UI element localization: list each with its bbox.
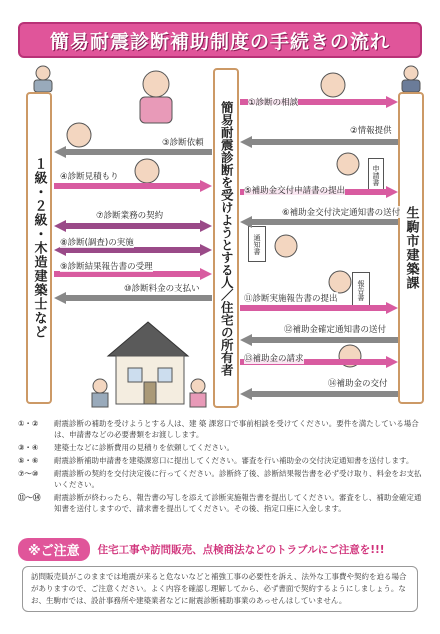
house-illustration xyxy=(88,316,208,408)
note-number: ⑤・⑥ xyxy=(18,456,39,465)
notice-document-icon: 通知書 xyxy=(248,226,266,262)
city-staff-face-icon xyxy=(272,232,300,260)
step-5-label: ⑤補助金交付申請書の提出 xyxy=(244,186,346,196)
step-8-label: ⑧診断(調査)の実施 xyxy=(60,238,134,248)
step-3-label: ③診断依頼 xyxy=(162,138,204,148)
note-number: ③・④ xyxy=(18,443,39,452)
note-text: 耐震診断が終わったら、報告書の写しを添えて診断実施報告書を提出してください。審査をし、補助金確定通知書を送付しますので、請求書を提出してください。その後、指定口座に入金します。 xyxy=(54,493,422,513)
city-staff-person-icon xyxy=(398,64,424,92)
arrow-step-14 xyxy=(240,388,398,400)
note-number: ⑦～⑩ xyxy=(18,469,39,478)
arrow-step-2 xyxy=(240,136,398,148)
notes-section xyxy=(18,418,422,516)
step-6-label: ⑥補助金交付決定通知書の送付 xyxy=(282,208,401,218)
caution-badge: ※ご注意 xyxy=(18,538,90,561)
note-text: 耐震診断の補助を受けようとする人は、建 築 課窓口で事前相談を受けてください。要件を満たしている場合は、申請書などの必要書類をお渡しします。 xyxy=(54,419,419,439)
step-4-label: ④診断見積もり xyxy=(60,172,119,182)
step-13-label: ⑬補助金の請求 xyxy=(244,354,304,364)
column-architect-label: １級・２級・木造建築士など xyxy=(31,157,47,339)
step-12-label: ⑫補助金確定通知書の送付 xyxy=(284,325,387,335)
column-owner xyxy=(213,68,239,408)
step-9-label: ⑨診断結果報告書の受理 xyxy=(60,262,153,272)
caution-headline: 住宅工事や訪問販売、点検商法などのトラブルにご注意を!!! xyxy=(97,543,385,556)
step-2-label: ②情報提供 xyxy=(350,126,392,136)
step-10-label: ⑩診断料金の支払い xyxy=(124,284,200,294)
owner-face-icon-3 xyxy=(334,150,362,178)
title-bar xyxy=(18,22,422,58)
note-number: ⑪～⑭ xyxy=(18,493,41,502)
architect-person-icon xyxy=(30,64,56,92)
arrow-step-7 xyxy=(54,220,212,232)
note-row xyxy=(18,492,422,514)
arrow-step-12 xyxy=(240,334,398,346)
note-text: 建築士などに診断費用の見積りを依頼してください。 xyxy=(54,443,234,452)
owner-person-icon xyxy=(130,68,182,124)
page-title: 簡易耐震診断補助制度の手続きの流れ xyxy=(49,30,390,53)
step-7-label: ⑦診断業務の契約 xyxy=(96,211,164,221)
step-11-label: ⑪診断実施報告書の提出 xyxy=(244,294,338,304)
column-owner-label: 簡易耐震診断を受けようとする人／住宅の所有者 xyxy=(219,100,235,376)
application-form-icon: 申請書 xyxy=(368,158,384,192)
report-document-icon: 報告書 xyxy=(352,272,370,308)
caution-header xyxy=(18,538,422,560)
step-14-label: ⑭補助金の交付 xyxy=(328,379,388,389)
step-1-label: ①診断の相談 xyxy=(248,98,299,108)
note-row xyxy=(18,468,422,490)
note-row xyxy=(18,418,422,440)
note-number: ①・② xyxy=(18,419,39,428)
column-architect xyxy=(26,92,52,404)
caution-body: 訪問販売員がこのままでは地震が来ると危ないなどと補強工事の必要性を訴え、法外な工事費や契約を迫る場合がありますので、ご注意ください。よく内容を確認し理解してから、必ず書面で契約するようにしましょう。なお、生駒市では、設計事務所や建築業者などに耐震診断補助事業のあっせんはしていません。 xyxy=(22,566,418,612)
note-text: 耐震診断の契約を交付決定後に行ってください。診断終了後、診断結果報告書を必ず受け取り、料金をお支払いください。 xyxy=(54,469,422,489)
note-text: 耐震診断補助申請書を建築課窓口に提出してください。審査を行い補助金の交付決定通知書を送付します。 xyxy=(54,456,414,465)
column-city-office xyxy=(398,92,424,404)
column-city-office-label: 生駒市建築課 xyxy=(403,206,419,290)
note-row xyxy=(18,442,422,453)
note-row xyxy=(18,455,422,466)
